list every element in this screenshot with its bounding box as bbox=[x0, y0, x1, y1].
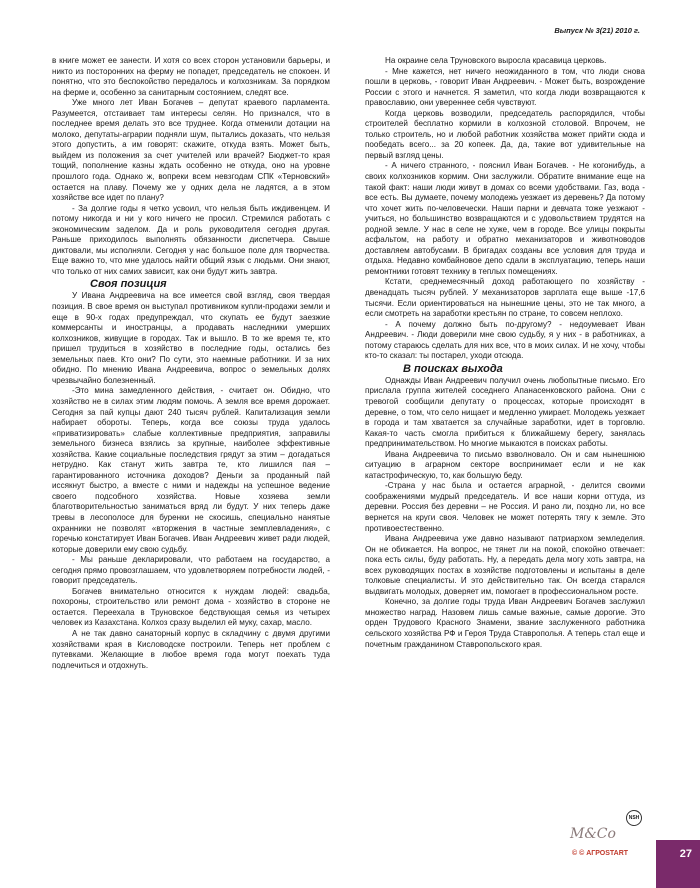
right-column bbox=[365, 56, 645, 650]
paragraph: в книге может ее занести. И хотя со всех сторон установили барьеры, и никто из посторонних на ферму не попадет, председатель не спокоен. И понятно, что это беспокойство передалось и колхозникам. За порядком на ферме и, особенно за санитарным состоянием, следят все. bbox=[52, 56, 330, 97]
paragraph: - А ничего странного, - пояснил Иван Богачев. - Не когонибудь, а своих колхозников кормим. Они заслужили. Обратите внимание еще на такой факт: наши люди живут в домах со всеми удобствами. Газ, вода - все есть. Вы думаете, почему молодежь уезжает из деревень? Да потому что хочет жить по-человечески. Наши парни и девчата тоже уезжают - учиться, но большинство возвращаются и с удовольствием трудятся на родной земле. У нас в селе не хуже, чем в городе. Все улицы покрыты асфальтом, на работу и обратно механизаторов и животноводов доставляем автобусами. В бригадах созданы все условия для труда и отдыха. Недавно комбайновое депо сдали в эксплуатацию, теперь наши ремонтники готовят технику в теплых помещениях. bbox=[365, 161, 645, 276]
brand-mark: © © АГРОSTART bbox=[572, 850, 629, 857]
paragraph: На окраине села Труновского выросла красавица церковь. bbox=[385, 56, 607, 65]
paragraph: - Мне кажется, нет ничего неожиданного в том, что люди снова пошли в церковь, - говорит Иван Андреевич. - Может быть, возрождение России с этого и начнется. Я заметил, что когда люди возвращаются к православию, они увереннее себя чувствуют. bbox=[365, 66, 645, 108]
paragraph: Уже много лет Иван Богачев – депутат краевого парламента. Разумеется, отстаивает там интересы селян. Но признался, что в последнее время делать это все труднее. Когда отменили дотации на молоко, депутаты-аграрии подняли шум, пытались доказать, что нельзя этого допустить, а им говорят: скажите, откуда взять. Может быть, выйдем из положения за счет учителей или врачей? Бюджет-то края тощий, пополнение казны ждать особенно не откуда, оно на уровне прошлого года. Однако ж, вопреки всем невзгодам СПК «Терновский» остается на плаву. Почему же у одних дела не ладятся, а в этом хозяйстве все идет по плану? bbox=[52, 98, 330, 203]
paragraph: - Мы раньше декларировали, что работаем на государство, а сегодня прямо провозглашаем, что удовлетворяем потребности людей, - говорит председатель. bbox=[52, 555, 330, 586]
paragraph: Ивана Андреевича то письмо взволновало. Он и сам нынешнюю ситуацию в аграрном секторе воспринимает если и не как катастрофическую, то, как большую беду. bbox=[365, 449, 645, 480]
paragraph: Когда церковь возводили, председатель распорядился, чтобы строителей бесплатно кормили в колхозной столовой. Впрочем, не только строитель, но и любой работник хозяйства может прийти сюда и пообедать всего... за 20 копеек. Да, да, такие вот удивительные на первый взгляд цены. bbox=[365, 108, 645, 160]
section-heading: В поисках выхода bbox=[403, 362, 503, 375]
issue-header: Выпуск № 3(21) 2010 г. bbox=[554, 26, 640, 35]
publisher-logo: M&Co bbox=[570, 826, 616, 842]
paragraph: А не так давно санаторный корпус в складчину с двумя другими хозяйствами края в Кисловодске построили. Теперь нет проблем с путевками. Желающие в любое время года могут поехать туда подлечиться и отдохнуть. bbox=[52, 628, 330, 670]
paragraph: - За долгие годы я четко усвоил, что нельзя быть иждивенцем. И потому никогда и ни у кого ничего не просил. Стремился работать с экономическим заделом. Да и роль руководителя сегодня другая. Раньше приходилось выполнять обязанности диспетчера. Свыше диктовали, мы исполняли. Сегодня у нас большое поле для творчества. Еще важно то, что мне удалось найти общий язык с людьми. Они знают, что только от них самих зависит, как они будут жить завтра. bbox=[52, 203, 330, 276]
section-heading: Своя позиция bbox=[90, 278, 167, 291]
nsh-badge: NSH bbox=[626, 810, 642, 826]
paragraph: -Это мина замедленного действия, - считает он. Обидно, что хозяйство не в силах этим людям помочь. А земля все время дорожает. Сегодня за пай купцы дают 240 тысяч рублей. Капитализация земли набирает обороты. Теперь, когда все союзы труда удалось «приватизировать» слабые коллективные предприятия, заправилы земельного бизнеса взялись за крупные, наиболее эффективные хозяйства. Какие социальные последствия грядут за этим – догадаться нетрудно. Как станут жить завтра те, кто лишился пая – гарантированного источника доходов? Деньги за проданный пай иссякнут быстро, а вместе с ними и надежды на успешное ведение своего подсобного хозяйства. Новые хозяева земли благотворительностью заниматься вряд ли будут. У них теперь даже тревы в лесополосе для буренки не скосишь, специально нанятые охранники не позволят «вторжения в частные земплевладения», с горечью констатирует Иван Богачев. Иван Андреевич живет ради людей, которые доверили ему свою судьбу. bbox=[52, 386, 330, 554]
paragraph: Ивана Андреевича уже давно называют патриархом земледелия. Он не обижается. На вопрос, не тянет ли на покой, спокойно отвечает: пока есть силы, буду работать. Ну, а передать дела могу хоть завтра, на всех руководящих постах в хозяйстве подготовлены и испытаны в деле толковые специалисты. И это действительно так. Он всегда старался выдвигать молодых, доверяет им, помогает в профессиональном росте. bbox=[365, 534, 645, 596]
paragraph: У Ивана Андреевича на все имеется свой взгляд, своя твердая позиция. В свое время он выступал противником купли-продажи земли и еще в 90-х годах предупреждал, что скупать ее будут заезжие коммерсанты и иностранцы, а продавать наследники умерших колхозников, живущие в городах. Так и вышло. В то же время те, кто пришел трудиться в хозяйство в последние годы, остались без земельных паев. Кто они? По сути, это наемные работники. И за них обидно. По мнению Ивана Андреевича, вопрос о земельных долях чрезвычайно болезненный. bbox=[52, 291, 330, 385]
page-number-bar bbox=[656, 840, 700, 888]
left-column bbox=[52, 56, 330, 671]
paragraph: Однажды Иван Андреевич получил очень любопытные письмо. Его прислала группа жителей соседнего Апанасенковского района. Они с тревогой сообщили депутату о процессах, которые происходят в деревне, о том, что село нищает и медленно умирает. Молодежь уезжает в города и там хватается за случайные заработки, идет в торговлю. Какая-то часть смогла прибиться к ближайшему берегу, занялась предпринимательством. Но многие мыкаются в поисках работы. bbox=[365, 375, 645, 449]
paragraph: - А почему должно быть по-другому? - недоумевает Иван Андреевич. - Люди доверили мне свою судьбу, я у них - в работниках, а потому стараюсь сделать для них все, что в моих силах. И не хочу, чтобы кто-то сказал: ты постарел, уходи отсюда. bbox=[365, 319, 645, 361]
paragraph: Кстати, среднемесячный доход работающего по хозяйству - двенадцать тысяч рублей. У механизаторов зарплата еще выше -17,6 тысячи. Если ориентироваться на нынешние цены, это не так много, а если смотреть на заработки крестьян по стране, то совсем неплохо. bbox=[365, 277, 645, 319]
paragraph: -Страна у нас была и остается аграрной, - делится своими соображениями мудрый председатель. И все наши корни оттуда, из деревни. Россия без деревни – не Россия. И рано ли, поздно ли, но все вернется на круги своя. Человек не может потерять тягу к земле. Это противоестественно. bbox=[365, 481, 645, 533]
paragraph: Конечно, за долгие годы труда Иван Андреевич Богачев заслужил множество наград. Назовем лишь самые важные, самые дорогие. Это орден Трудового Красного Знамени, звание заслуженного работника сельского хозяйства РФ и Героя Труда Ставрополья. А теперь стал еще и почетным гражданином Ставропольского края. bbox=[365, 597, 645, 649]
page-number: 27 bbox=[679, 848, 692, 860]
paragraph: Богачев внимательно относится к нуждам людей: свадьба, похороны, строительство или ремонт дома - хозяйство в стороне не остается. Переехала в Труновское бедствующая семья из четырех человек из Казахстана. Колхоз сразу выделил ей муку, сахар, масло. bbox=[52, 586, 330, 628]
